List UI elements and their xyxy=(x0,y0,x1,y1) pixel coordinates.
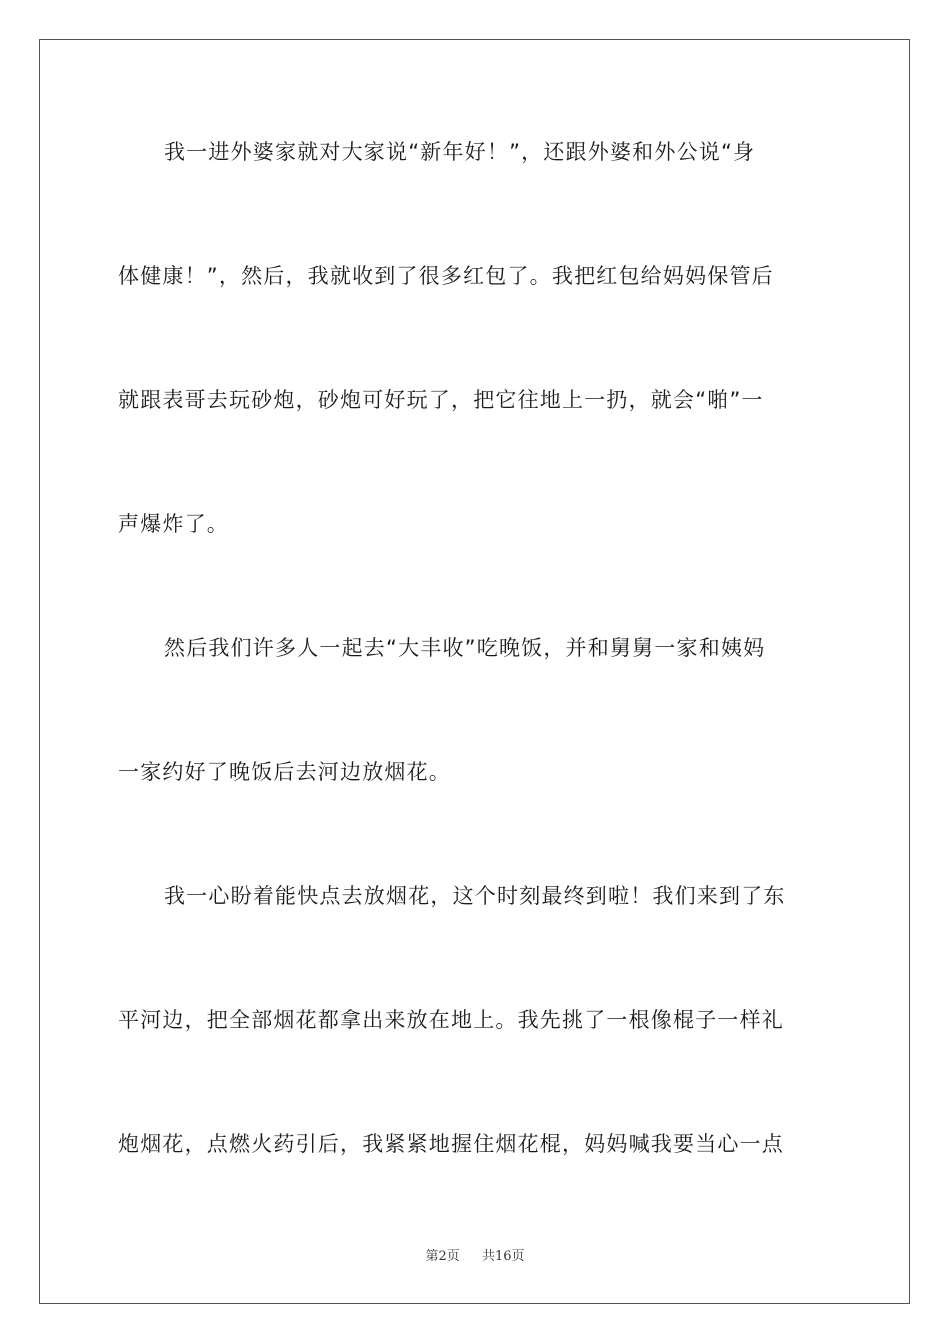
text-line: 炮烟花，点燃火药引后，我紧紧地握住烟花棍，妈妈喊我要当心一点 xyxy=(118,1132,784,1156)
text-line: 然后我们许多人一起去“大丰收”吃晚饭，并和舅舅一家和姨妈 xyxy=(164,636,766,660)
text-line: 一家约好了晚饭后去河边放烟花。 xyxy=(118,760,451,784)
text-line: 体健康！”，然后，我就收到了很多红包了。我把红包给妈妈保管后 xyxy=(118,264,774,288)
page-border xyxy=(39,39,910,1304)
page-footer xyxy=(0,1245,950,1264)
text-line: 就跟表哥去玩砂炮，砂炮可好玩了，把它往地上一扔，就会“啪”一 xyxy=(118,388,764,412)
text-line: 声爆炸了。 xyxy=(118,512,229,536)
text-line: 我一进外婆家就对大家说“新年好！”，还跟外婆和外公说“身 xyxy=(164,140,756,164)
page-total: 共16页 xyxy=(482,1249,525,1264)
text-line: 我一心盼着能快点去放烟花，这个时刻最终到啦！我们来到了东 xyxy=(164,884,786,908)
text-line: 平河边，把全部烟花都拿出来放在地上。我先挑了一根像棍子一样礼 xyxy=(118,1008,784,1032)
page-number: 第2页 xyxy=(425,1249,460,1264)
